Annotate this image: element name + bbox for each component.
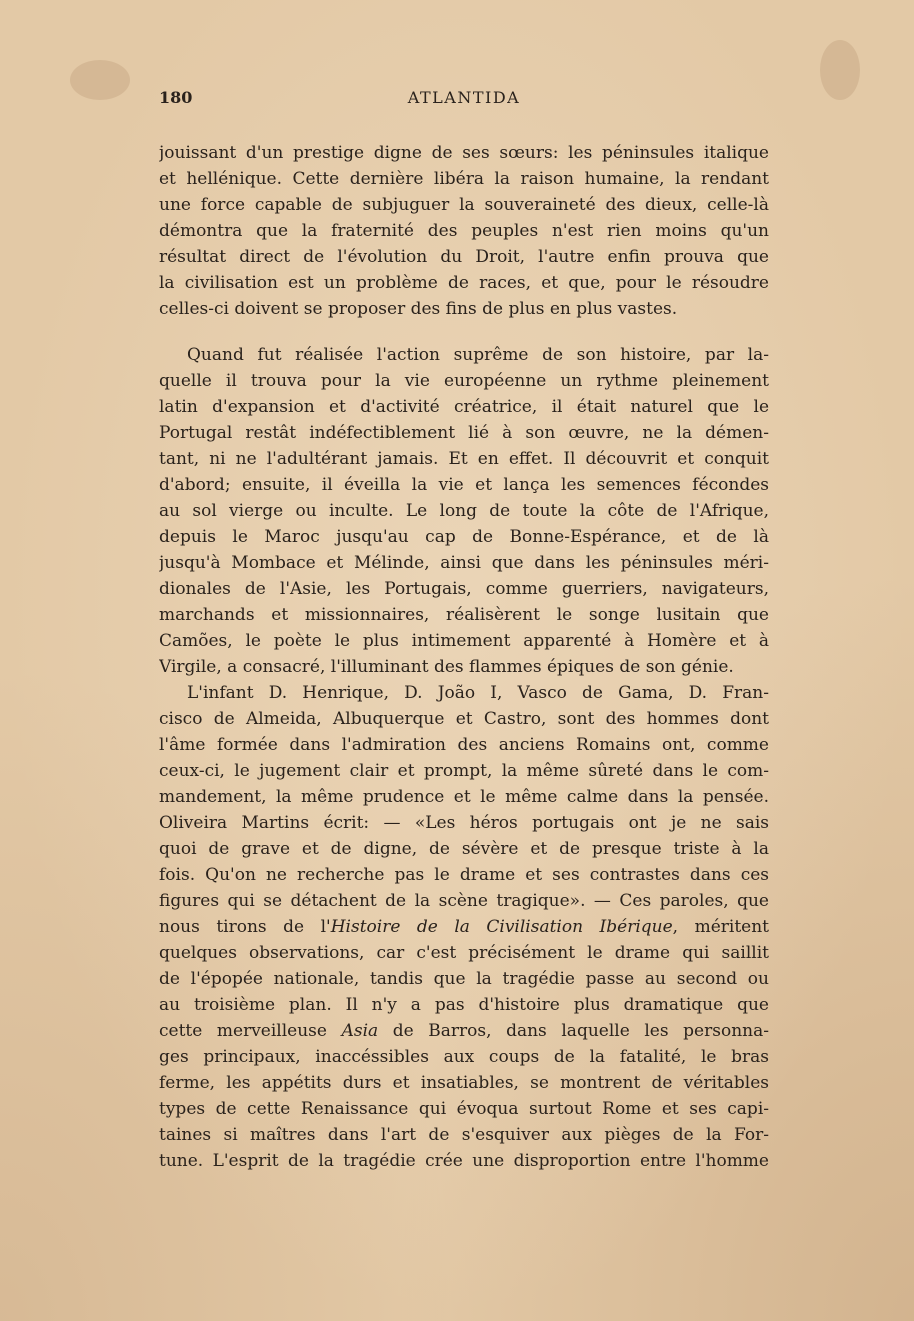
paragraph-break: [159, 322, 769, 342]
text-line: taines si maîtres dans l'art de s'esquiver aux pièges de la For-: [159, 1125, 769, 1145]
text-line: ceux-ci, le jugement clair et prompt, la même sûreté dans le com-: [159, 761, 769, 781]
text-line: mandement, la même prudence et le même calme dans la pensée.: [159, 787, 769, 807]
text-line: Portugal restât indéfectiblement lié à son œuvre, ne la démen-: [159, 423, 769, 443]
text-line: démontra que la fraternité des peuples n'est rien moins qu'un: [159, 221, 769, 241]
text-fragment: , méritent: [672, 917, 769, 937]
running-head: [159, 88, 769, 114]
text-line: L'infant D. Henrique, D. João I, Vasco de Gama, D. Fran-: [187, 683, 769, 703]
text-line: l'âme formée dans l'admiration des anciens Romains ont, comme: [159, 735, 769, 755]
text-line: d'abord; ensuite, il éveilla la vie et lança les semences fécondes: [159, 475, 769, 495]
text-line: [159, 1018, 769, 1044]
text-line: la civilisation est un problème de races, et que, pour le résoudre: [159, 273, 769, 293]
running-title: ATLANTIDA: [407, 88, 521, 107]
text-line: de l'épopée nationale, tandis que la tragédie passe au second ou: [159, 969, 769, 989]
text-line: quelle il trouva pour la vie européenne un rythme pleinement: [159, 371, 769, 391]
text-fragment: nous tirons de l': [159, 917, 331, 937]
text-line: et hellénique. Cette dernière libéra la raison humaine, la rendant: [159, 169, 769, 189]
text-line: jusqu'à Mombace et Mélinde, ainsi que dans les péninsules méri-: [159, 553, 769, 573]
text-line: tune. L'esprit de la tragédie crée une disproportion entre l'homme: [159, 1151, 769, 1171]
text-line: jouissant d'un prestige digne de ses sœurs: les péninsules italique: [159, 143, 769, 163]
text-line: fois. Qu'on ne recherche pas le drame et ses contrastes dans ces: [159, 865, 769, 885]
body-text: [159, 140, 769, 1174]
text-line: [159, 914, 769, 940]
paragraph-2: [159, 342, 769, 680]
text-line: types de cette Renaissance qui évoqua surtout Rome et ses capi-: [159, 1099, 769, 1119]
text-fragment: de Barros, dans laquelle les personna-: [378, 1021, 769, 1041]
book-title: Asia: [341, 1021, 379, 1041]
text-line: Virgile, a consacré, l'illuminant des flammes épiques de son génie.: [159, 657, 734, 677]
page-number: 180: [159, 88, 193, 107]
text-line: au troisième plan. Il n'y a pas d'histoire plus dramatique que: [159, 995, 769, 1015]
text-line: marchands et missionnaires, réalisèrent le songe lusitain que: [159, 605, 769, 625]
text-line: ges principaux, inaccéssibles aux coups de la fatalité, le bras: [159, 1047, 769, 1067]
text-line: quelques observations, car c'est précisément le drame qui saillit: [159, 943, 769, 963]
paper-stain: [820, 40, 860, 100]
paragraph-3: [159, 680, 769, 1174]
text-line: résultat direct de l'évolution du Droit, l'autre enfin prouva que: [159, 247, 769, 267]
text-line: Oliveira Martins écrit: — «Les héros portugais ont je ne sais: [159, 813, 769, 833]
text-line: depuis le Maroc jusqu'au cap de Bonne-Espérance, et de là: [159, 527, 769, 547]
text-line: quoi de grave et de digne, de sévère et de presque triste à la: [159, 839, 769, 859]
text-line: latin d'expansion et d'activité créatrice, il était naturel que le: [159, 397, 769, 417]
text-line: celles-ci doivent se proposer des fins de plus en plus vastes.: [159, 299, 678, 319]
text-line: cisco de Almeida, Albuquerque et Castro, sont des hommes dont: [159, 709, 769, 729]
book-title: Histoire de la Civilisation Ibérique: [330, 917, 673, 937]
text-line: ferme, les appétits durs et insatiables, se montrent de véritables: [159, 1073, 769, 1093]
text-line: Camões, le poète le plus intimement apparenté à Homère et à: [159, 631, 769, 651]
text-line: figures qui se détachent de la scène tragique». — Ces paroles, que: [159, 891, 769, 911]
text-line: Quand fut réalisée l'action suprême de son histoire, par la-: [187, 345, 769, 365]
text-line: dionales de l'Asie, les Portugais, comme guerriers, navigateurs,: [159, 579, 769, 599]
paragraph-1: [159, 140, 769, 322]
text-line: tant, ni ne l'adultérant jamais. Et en effet. Il découvrit et conquit: [159, 449, 769, 469]
paper-stain: [70, 60, 130, 100]
text-fragment: cette merveilleuse: [159, 1021, 342, 1041]
text-line: au sol vierge ou inculte. Le long de toute la côte de l'Afrique,: [159, 501, 769, 521]
text-line: une force capable de subjuguer la souveraineté des dieux, celle-là: [159, 195, 769, 215]
